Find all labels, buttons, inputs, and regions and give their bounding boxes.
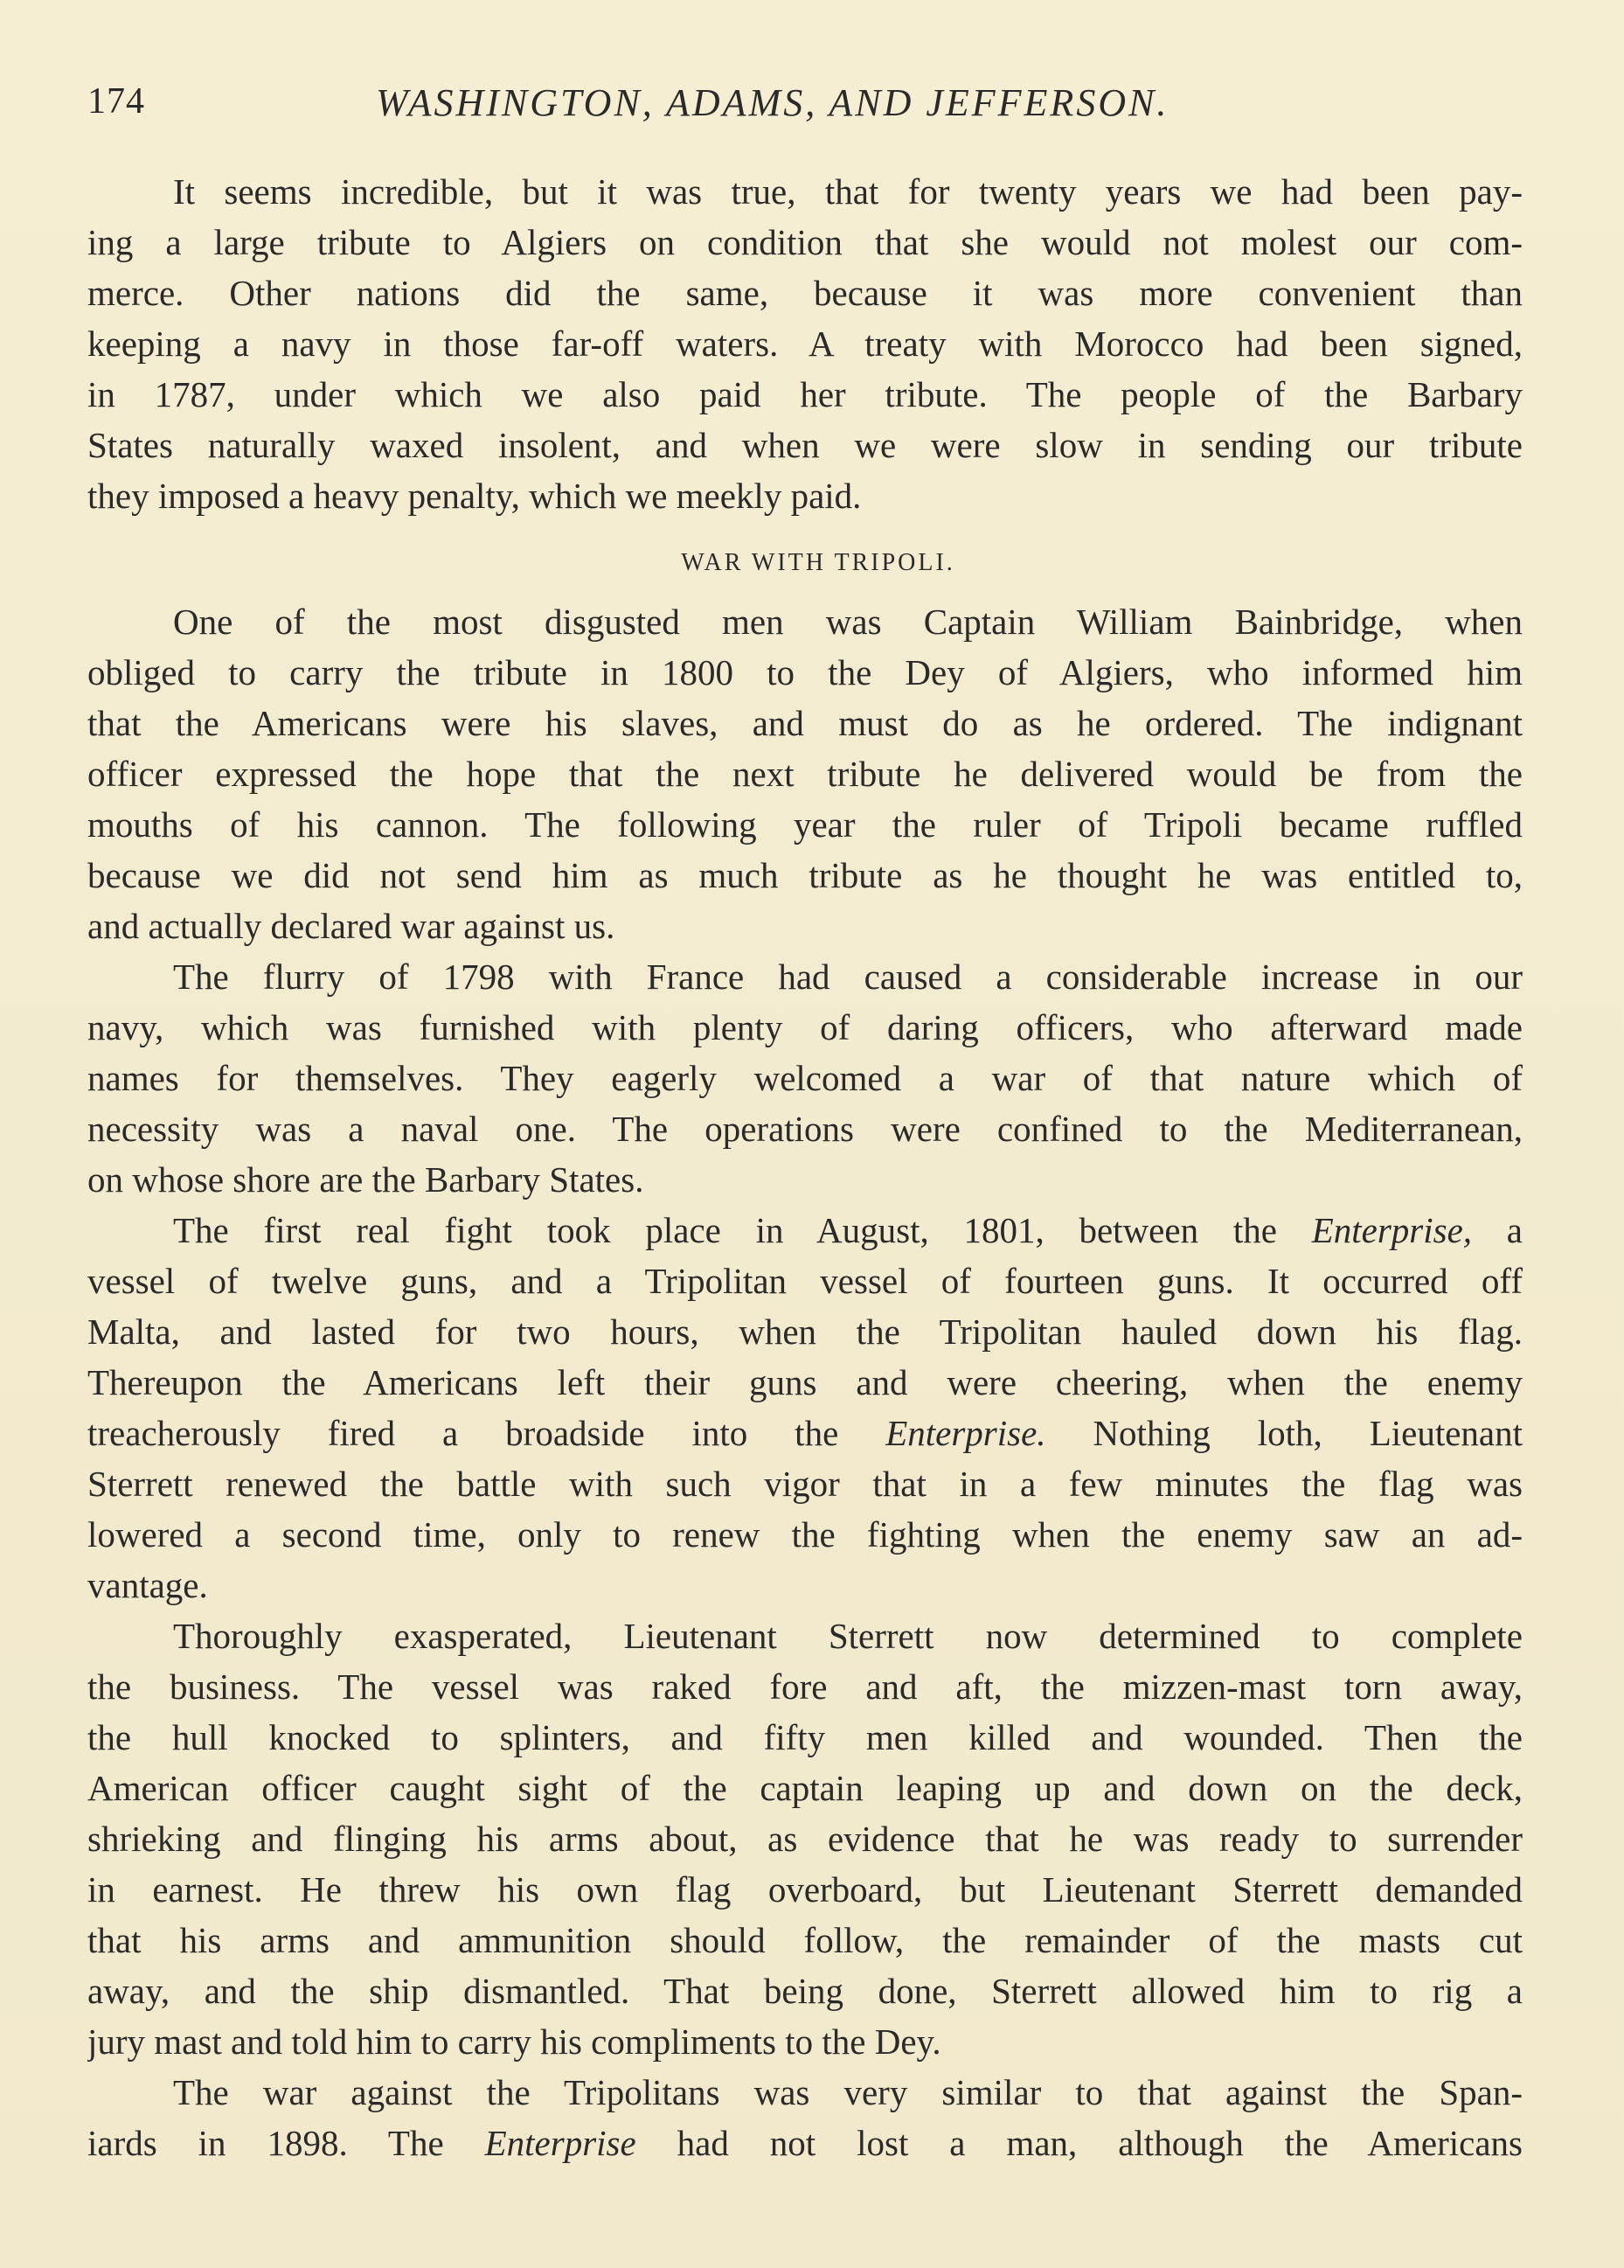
text-line: Sterrett renewed the battle with such vigor that in a few minutes the flag was (87, 1464, 1523, 1504)
text-line: obliged to carry the tribute in 1800 to the Dey of Algiers, who informed him (87, 652, 1523, 692)
text-line: officer expressed the hope that the next tribute he delivered would be from the (87, 754, 1523, 794)
text-line: Malta, and lasted for two hours, when the Tripolitan hauled down his flag. (87, 1311, 1523, 1352)
text-line: Thoroughly exasperated, Lieutenant Sterrett now determined to complete (173, 1616, 1523, 1656)
text-line: necessity was a naval one. The operations were confined to the Mediterranean, (87, 1109, 1523, 1149)
text-span: a (1472, 1210, 1523, 1250)
page-header (87, 80, 1534, 133)
text-span: Nothing loth, Lieutenant (1045, 1413, 1523, 1453)
section-heading: WAR WITH TRIPOLI. (681, 549, 955, 576)
body-text (87, 166, 1523, 2168)
text-line: American officer caught sight of the captain leaping up and down on the deck, (87, 1768, 1523, 1808)
text-line: vessel of twelve guns, and a Tripolitan vessel of fourteen guns. It occurred off (87, 1261, 1523, 1301)
text-line: merce. Other nations did the same, because it was more convenient than (87, 273, 1523, 313)
text-line: States naturally waxed insolent, and when we were slow in sending our tribute (87, 425, 1523, 465)
text-line: the business. The vessel was raked fore and aft, the mizzen-mast torn away, (87, 1666, 1523, 1707)
text-line: mouths of his cannon. The following year the ruler of Tripoli became ruffled (87, 804, 1523, 845)
text-line: names for themselves. They eagerly welcomed a war of that nature which of (87, 1058, 1523, 1098)
text-line (87, 2118, 1523, 2168)
ship-name: Enterprise, (1311, 1210, 1473, 1250)
text-line: lowered a second time, only to renew the fighting when the enemy saw an ad- (87, 1514, 1523, 1555)
text-line: The war against the Tripolitans was very similar to that against the Span- (173, 2072, 1523, 2112)
text-line: they imposed a heavy penalty, which we meekly paid. (87, 476, 862, 516)
text-line: Thereupon the Americans left their guns and were cheering, when the enemy (87, 1362, 1523, 1402)
text-line: the hull knocked to splinters, and fifty men killed and wounded. Then the (87, 1717, 1523, 1757)
running-head: WASHINGTON, ADAMS, AND JEFFERSON. (376, 81, 1169, 124)
text-line: One of the most disgusted men was Captain William Bainbridge, when (173, 602, 1523, 642)
text-line: navy, which was furnished with plenty of daring officers, who afterward made (87, 1007, 1523, 1047)
text-line: ing a large tribute to Algiers on condition that she would not molest our com- (87, 222, 1523, 262)
text-span: The first real fight took place in August, 1801, between the (173, 1210, 1312, 1250)
text-line (87, 1205, 1523, 1256)
text-line: The flurry of 1798 with France had caused a considerable increase in our (173, 957, 1523, 997)
text-span: iards in 1898. The (87, 2123, 485, 2163)
ship-name: Enterprise (484, 2123, 636, 2163)
text-line: jury mast and told him to carry his compliments to the Dey. (87, 2021, 941, 2062)
text-line: keeping a navy in those far-off waters. A treaty with Morocco had been signed, (87, 324, 1523, 364)
text-line: because we did not send him as much tribute as he thought he was entitled to, (87, 855, 1523, 895)
text-line: vantage. (87, 1565, 208, 1605)
text-span: had not lost a man, although the Americans (635, 2123, 1523, 2163)
text-line: in earnest. He threw his own flag overboard, but Lieutenant Sterrett demanded (87, 1869, 1523, 1910)
text-line: that his arms and ammunition should follow, the remainder of the masts cut (87, 1920, 1523, 1960)
text-span: treacherously fired a broadside into the (87, 1413, 886, 1453)
text-line (87, 1408, 1523, 1458)
text-line: away, and the ship dismantled. That being done, Sterrett allowed him to rig a (87, 1971, 1523, 2011)
page-number: 174 (87, 81, 145, 122)
ship-name: Enterprise. (885, 1413, 1046, 1453)
text-line: It seems incredible, but it was true, that for twenty years we had been pay- (173, 171, 1523, 212)
text-line: in 1787, under which we also paid her tribute. The people of the Barbary (87, 374, 1523, 414)
text-line: that the Americans were his slaves, and must do as he ordered. The indignant (87, 703, 1523, 743)
text-line: shrieking and flinging his arms about, as evidence that he was ready to surrender (87, 1819, 1523, 1859)
text-line: and actually declared war against us. (87, 906, 615, 946)
text-line: on whose shore are the Barbary States. (87, 1159, 644, 1200)
